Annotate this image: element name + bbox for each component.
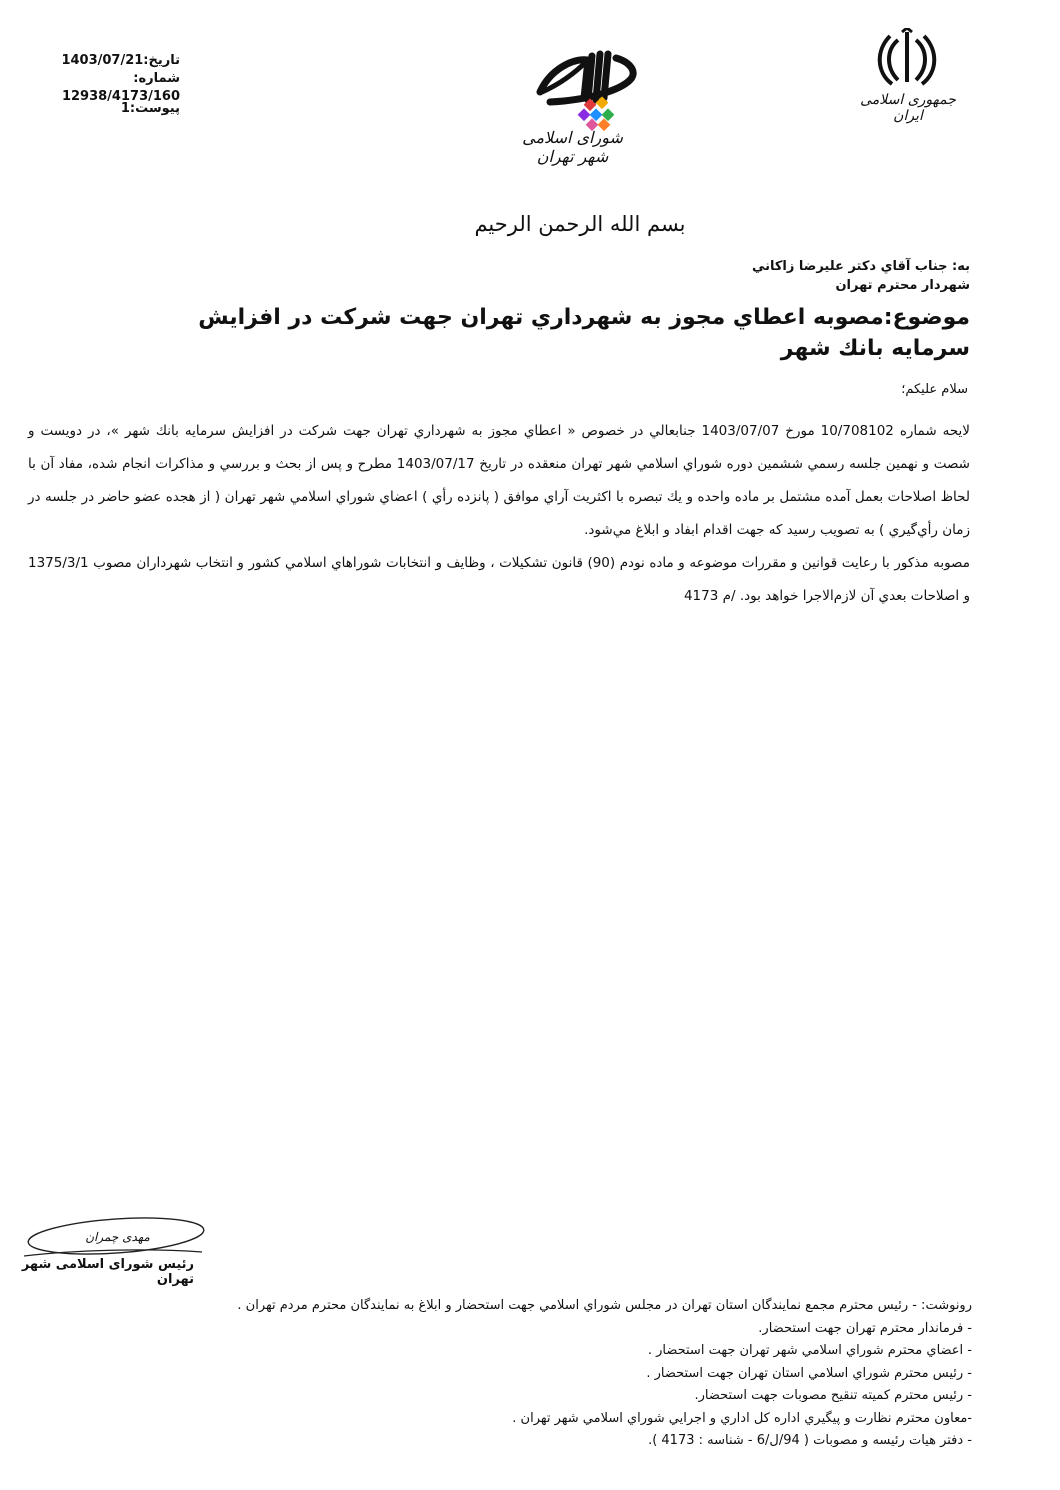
cc-line: - دفتر هيات رئيسه و مصوبات ( 94/ل/6 - شناسه : 4173 ). — [648, 1433, 972, 1448]
cc-line: - رئيس محترم شوراي اسلامي استان تهران جهت استحضار . — [646, 1365, 972, 1381]
subject-line: موضوع:مصوبه اعطاي مجوز به شهرداري تهران جهت شركت در افزايش سرمايه بانك شهر — [198, 305, 970, 361]
bismillah: بسم الله الرحمن الرحيم — [474, 212, 686, 236]
letter-meta — [40, 52, 180, 118]
recipient-block — [560, 257, 970, 295]
number-value: 12938/4173/160 — [61, 89, 180, 104]
greeting: سلام عليكم؛ — [901, 382, 968, 397]
signer-title: رئیس شورای اسلامی شهر تهران — [21, 1257, 194, 1287]
recipient-title: شهردار محترم تهران — [835, 278, 970, 293]
body-paragraph-1: لايحه شماره 10/708102 مورخ 1403/07/07 جنابعالي در خصوص « اعطاي مجوز به شهرداري تهران جهت شركت در افزايش سرمايه بانك شهر »، در دويست و شصت و نهمين جلسه رسمي ششمين دوره شوراي اسلامي شهر تهران منعقده در تاريخ 1403/07/17 مطرح و پس از بحث و بررسي و مذاكرات انجام شده، مفاد آن با لحاظ اصلاحات بعمل آمده مشتمل بر ماده واحده و يك تبصره با اكثريت آراي موافق ( پانزده رأي ) اعضاي شوراي اسلامي شهر تهران ( از هجده عضو حاضر در جلسه در زمان رأي‌گيري ) به تصويب رسيد كه جهت اقدام ابفاد و ابلاغ مي‌شود. — [28, 423, 970, 538]
cc-list — [40, 1295, 972, 1453]
number-row — [40, 70, 180, 88]
iran-emblem-icon — [872, 28, 942, 86]
attachment-label: پیوست: — [129, 101, 180, 116]
cc-line: -معاون محترم نظارت و پيگيري اداره كل اداري و اجرايي شوراي اسلامي شهر تهران . — [512, 1410, 972, 1426]
letter-body — [28, 415, 970, 613]
attachment-value: 1 — [120, 101, 130, 116]
date-value: 1403/07/21 — [61, 53, 144, 68]
date-label: تاریخ: — [143, 53, 180, 68]
council-caption: شورای اسلامی شهر تهران — [522, 128, 623, 166]
cc-line: رونوشت: - رئيس محترم مجمع نمايندگان استان تهران در مجلس شوراي اسلامي جهت استحضار و ابلاغ به نمايندگان محترم مردم تهران . — [237, 1298, 972, 1313]
cc-line: - اعضاي محترم شوراي اسلامي شهر تهران جهت استحضار . — [647, 1343, 972, 1358]
cc-line: - فرماندار محترم تهران جهت استحضار. — [758, 1320, 972, 1336]
body-paragraph-2: مصوبه مذكور با رعايت قوانين و مقررات موضوعه و ماده نودم (90) قانون تشكيلات ، وظايف و انتخابات شوراهاي اسلامي كشور و انتخاب شهرداران مصوب 1375/3/1 و اصلاحات بعدي آن لازم‌الاجرا خواهد بود. /م 4173 — [28, 555, 970, 604]
cc-line: - رئيس محترم كميته تنقيح مصوبات جهت استحضار. — [694, 1388, 972, 1403]
iran-caption: جمهوری اسلامی ایران — [860, 92, 956, 124]
recipient-to: به: جناب آقاي دكتر عليرضا زاكاني — [751, 259, 970, 274]
number-label: شماره: — [133, 71, 180, 86]
signer-name: مهدی چمران — [85, 1230, 150, 1244]
date-row — [40, 52, 180, 70]
